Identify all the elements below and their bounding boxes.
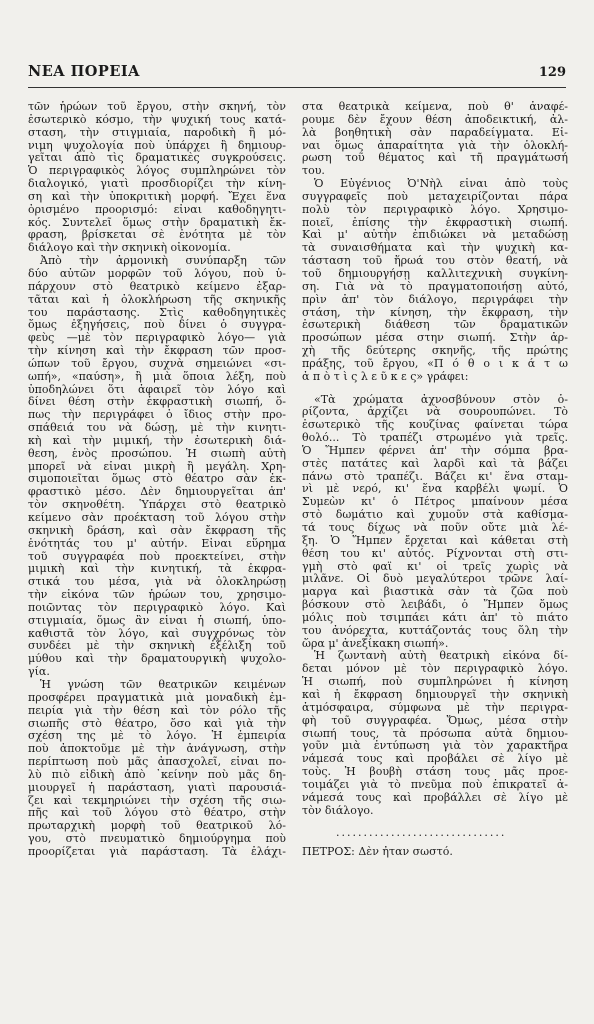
text-line: τοῦ δημιουργήσῃ καλλιτεχνικὴ συγκίνη-: [302, 267, 568, 280]
text-line: ποιῶντας τὸν περιγραφικὸ λόγο. Καὶ: [28, 601, 286, 614]
text-line: λὰ βοηθητικὴ σὰν παραδείγματα. Εἶ-: [302, 126, 568, 139]
text-line: προορίζεται γιὰ παράσταση. Τὰ ἐλάχι-: [28, 845, 286, 858]
text-line: τάσταση τοῦ ἥρωά του στὸν θεατή, νὰ: [302, 255, 568, 268]
text-line: λὺ πιὸ εἰδικὴ ἀπὸ ᾽κείνην ποὺ μᾶς δη-: [28, 768, 286, 781]
text-line: τά τους δίχως νὰ ποῦν οὔτε μιὰ λέ-: [302, 522, 568, 534]
text-line: Ἡ γνώση τῶν θεατρικῶν κειμένων: [40, 678, 286, 691]
text-line: καὶ ἡ ἔκφραση δημιουργεῖ τὴν σκηνικὴ: [302, 688, 568, 701]
text-line: δύο αὐτῶν μορφῶν τοῦ λόγου, ποὺ ὑ-: [28, 267, 286, 280]
text-line: κὴ καὶ τὴν μιμική, τὴν ἐσωτερικὴ διά-: [28, 434, 286, 447]
text-line: «Τὰ χρώματα ἀχνοσβύνουν στὸν ὁ-: [314, 393, 568, 406]
text-line: ση. Γιὰ νὰ τὸ πραγματοποιήσῃ αὐτό,: [302, 280, 568, 293]
text-line: συγγραφεῖς ποὺ μεταχειρίζονται πάρα: [302, 190, 568, 203]
text-line: χὴ τῆς δεύτερης σκηνῆς, τῆς πρώτης: [302, 345, 568, 358]
paragraph-gap: [302, 384, 568, 394]
text-line: τὴν εἰκόνα τῶν ἡρώων του, χρησιμο-: [28, 589, 286, 602]
text-line: πως τὴν περιγράφει ὁ ἴδιος στὴν προ-: [28, 409, 286, 422]
text-line: καθιστᾶ τὸν λόγο, καὶ συγχρόνως τὸν: [28, 627, 286, 640]
text-line: ἑνότητάς του μ' αὐτήν. Εἶναι εὕρημα: [28, 537, 286, 550]
text-line: φραστικὸ μέσο. Δὲν δημιουργεῖται ἀπ': [28, 486, 286, 499]
text-line: ποὺ ἀποκτοῦμε μὲ τὴν ἀνάγνωση, στὴν: [28, 743, 286, 756]
text-line: μόλις ποὺ τσιμπάει κάτι ἀπ' τὸ πιάτο: [302, 611, 568, 624]
text-line: μιλᾶνε. Οἱ δυὸ μεγαλύτεροι τρῶνε λαί-: [302, 573, 568, 586]
running-title: ΝΕΑ ΠΟΡΕΙΑ: [28, 63, 140, 80]
text-line: ὥρα μ' ἀνεξίκακη σιωπή».: [302, 637, 449, 650]
text-line: πάνω στὸ τραπέζι. Βάζει κι' ἕνα σταμ-: [302, 470, 568, 483]
text-line: ἀτμόσφαιρα, σύμφωνα μὲ τὴν περιγρα-: [302, 701, 568, 714]
text-line: θέση του κι' αὐτός. Ρίχνονται στὴ στι-: [302, 547, 568, 560]
page-number: 129: [538, 65, 566, 80]
text-line: μύθου καὶ τὴν δραματουργικὴ ψυχολο-: [28, 653, 286, 666]
text-line: σιωπῆς στὸ θέατρο, ὅσο καὶ γιὰ τὴν: [28, 717, 286, 730]
text-line: τὸν σκηνοθέτη. Ὑπάρχει στὸ θεατρικὸ: [28, 499, 286, 512]
text-line: ώπων τοῦ ἔργου, συχνὰ σημειώνει «σι-: [28, 357, 286, 370]
text-line: Ὁ Εὐγένιος Ὀ'Νὴλ εἶναι ἀπὸ τοὺς: [314, 178, 568, 191]
text-line: του παράστασης. Στὶς καθοδηγητικὲς: [28, 306, 286, 319]
text-line: σχέση της μὲ τὸ λόγο. Ἡ ἐμπειρία: [28, 730, 286, 743]
text-line: στιγμιαία, ὅμως ἂν εἶναι ἡ σιωπή, ὑπο-: [28, 614, 286, 627]
text-line: στὸ δωμάτιο καὶ χυμοῦν στὰ καθίσμα-: [302, 509, 568, 522]
left-column: [28, 101, 286, 859]
text-line: νάμεσά τους καὶ προβάλει σὲ λίγο μὲ: [302, 753, 568, 766]
paragraph-gap: [302, 817, 568, 827]
text-line: διάλογο καὶ τὴν σκηνικὴ οἰκονομία.: [28, 242, 231, 255]
text-line: μιμικὴ καὶ τὴν κινητική, τὰ ἐκφρα-: [28, 563, 286, 576]
text-line: Ὁ περιγραφικὸς λόγος συμπληρώνει τὸν: [28, 165, 286, 178]
header-rule: [28, 87, 566, 88]
text-line: φραση, βρίσκεται σὲ ἑνότητα μὲ τὸν: [28, 229, 286, 242]
text-line: ὑποδηλώνει ὅτι ἀφαιρεῖ τὸν λόγο καὶ: [28, 383, 286, 396]
text-line: τοῦ συγγραφέα ποὺ προεκτείνει, στὴν: [28, 550, 286, 563]
text-line: μιουργεῖ ἡ παράσταση, γιατὶ παρουσιά-: [28, 781, 286, 794]
text-line: πολὺ τὸν περιγραφικὸ λόγο. Χρησιμο-: [302, 203, 568, 216]
page-header: [28, 63, 566, 85]
text-line: ωπή», «παύση», ἢ μιὰ ὅποια λέξη, ποὺ: [28, 370, 286, 383]
text-line: τοὺς. Ἡ βουβὴ στάση τους μᾶς προε-: [302, 766, 568, 779]
text-line: του.: [302, 165, 325, 178]
right-column: [302, 101, 568, 859]
text-line: προσφέρει πραγματικὰ μιὰ μοναδικὴ ἐμ-: [28, 691, 286, 704]
text-line: βόσκουν στὸ λειβάδι, ὁ Ἥμπεν ὅμως: [302, 599, 568, 612]
text-line: πάρχουν στὸ θεατρικὸ κείμενο ἐξαρ-: [28, 280, 286, 293]
text-line: ση καὶ τὴν ὑποκριτικὴ μορφή. Ἔχει ἕνα: [28, 190, 286, 203]
text-line: ξη. Ὁ Ἥμπεν ἔρχεται καὶ κάθεται στὴ: [302, 534, 568, 547]
text-line: σιωπή τους, τὰ πρόσωπα αὐτὰ δημιου-: [302, 727, 568, 740]
text-line: μαργα καὶ βιαστικὰ σὰν τὰ ζῶα ποὺ: [302, 586, 568, 599]
text-line: μπορεῖ νὰ εἶναι μικρὴ ἢ μεγάλη. Χρη-: [28, 460, 286, 473]
text-line: δίνει θέση στὴν ἐκφραστικὴ σιωπή, ὅ-: [28, 396, 286, 409]
text-line: Καὶ μ' αὐτὴν ἐπιδιώκει νὰ μεταδώσῃ: [302, 229, 568, 242]
text-line: περίπτωση ποὺ μᾶς ἀπασχολεῖ, εἶναι πο-: [28, 756, 286, 769]
text-line: τῶν ἡρώων τοῦ ἔργου, στὴν σκηνή, τὸν: [28, 101, 286, 113]
text-line: στάση, τὴν κίνηση, τὴν ἔκφραση, τὴν: [302, 306, 568, 319]
text-line: ζει καὶ τεκμηριώνει τὴν σχέση τῆς σιω-: [28, 794, 286, 807]
ellipsis-separator: ...............................: [336, 827, 507, 840]
text-line: συνδέει μὲ τὴν σκηνικὴ ἐξέλιξη τοῦ: [28, 640, 286, 653]
text-line: στὲς πατάτες καὶ λαρδὶ καὶ τὰ βάζει: [302, 457, 568, 470]
text-line: τὴν κίνηση καὶ τὴν ἔκφραση τῶν προσ-: [28, 345, 286, 358]
text-line: ποιεῖ, ἐπίσης τὴν ἐκφραστικὴ σιωπή.: [302, 216, 568, 229]
text-line: Ἀπὸ τὴν ἁρμονικὴ συνύπαρξη τῶν: [40, 255, 286, 268]
text-line: στικά του μέσα, γιὰ νὰ ὁλοκληρώσῃ: [28, 576, 286, 589]
text-line: γοῦν μιὰ ἐντύπωση γιὰ τὸν χαρακτῆρα: [302, 740, 568, 753]
text-line: πρὶν ἀπ' τὸν διάλογο, περιγράφει τὴν: [302, 293, 568, 306]
dialogue-line: ΠΕΤΡΟΣ: Δὲν ἦταν σωστό.: [302, 846, 453, 859]
text-line: πῆς καὶ τοῦ λόγου στὸ θέατρο, στὴν: [28, 807, 286, 820]
text-line: Ὁ Ἥμπεν φέρνει ἀπ' τὴν σόμπα βρα-: [302, 444, 568, 457]
text-line: Ἡ σιωπή, ποὺ συμπληρώνει ἡ κίνηση: [302, 676, 568, 689]
text-line: θολό... Τὸ τραπέζι στρωμένο γιὰ τρεῖς.: [302, 432, 568, 445]
text-line: σπάθειά του νὰ δώσῃ, μὲ τὴν κινητι-: [28, 422, 286, 435]
text-line: του ἀνόρεχτα, κυττάζοντάς τους ὅλη τὴν: [302, 624, 568, 637]
text-line: ὁρισμένο προορισμό: εἶναι καθοδηγητι-: [28, 203, 286, 216]
text-line: ἐσωτερικὴ διάθεση τῶν δραματικῶν: [302, 319, 568, 332]
text-line: τᾶται καὶ ἡ ὁλοκλήρωση τῆς σκηνικῆς: [28, 293, 286, 306]
text-line: ρουμε δὲν ἔχουν θέση ἀποδεικτική, ἀλ-: [302, 113, 568, 126]
text-line: κός. Συντελεῖ ὅμως στὴν δραματικὴ ἔκ-: [28, 216, 286, 229]
text-line: Ἡ ζωντανὴ αὐτὴ θεατρικὴ εἰκόνα δί-: [314, 650, 568, 663]
text-line: σκηνικὴ δράση, καὶ σὰν ἔκφραση τῆς: [28, 524, 286, 537]
text-line: νιμη ψυχολογία ποὺ ὑπάρχει ἢ δημιουρ-: [28, 139, 286, 152]
text-line: ἐσωτερικὸ τῆς κουζίνας φαίνεται τώρα: [302, 419, 568, 432]
text-line: τὰ συναισθήματα καὶ τὴν ψυχικὴ κα-: [302, 242, 568, 255]
text-line: ἐσωτερικὸ κόσμο, τὴν ψυχική τους κατά-: [28, 113, 286, 126]
text-line: κείμενο σὰν προέκταση τοῦ λόγου στὴν: [28, 512, 286, 524]
text-line: στα θεατρικὰ κείμενα, ποὺ θ' ἀναφέ-: [302, 101, 568, 113]
text-line: πράξης, τοῦ ἔργου, «Π ό θ ο ι κ ά τ ω: [302, 357, 568, 370]
text-line: διαλογικό, γιατὶ προσδιορίζει τὴν κίνη-: [28, 178, 286, 191]
text-line: φεὺς —μὲ τὸν περιγραφικὸ λόγο— γιὰ: [28, 332, 286, 345]
text-line: δεται μόνον μὲ τὸν περιγραφικὸ λόγο.: [302, 663, 568, 676]
text-line: πειρία γιὰ τὴν θέση καὶ τὸν ρόλο τῆς: [28, 704, 286, 717]
text-line: γου, στὸ πνευματικὸ δημιούργημα ποὺ: [28, 833, 286, 846]
text-line: γμὴ στὸ φαΐ κι' οἱ τρεῖς χωρὶς νὰ: [302, 560, 568, 573]
text-line: νάμεσά τους καὶ προβάλλει σὲ λίγο μὲ: [302, 791, 568, 804]
text-line: σταση, τὴν στιγμιαία, παροδικὴ ἢ μό-: [28, 126, 286, 139]
text-line: γεῖται ἀπὸ τὶς δραματικὲς συγκρούσεις.: [28, 152, 286, 165]
text-line: Συμεὼν κι' ὁ Πέτρος μπαίνουν μέσα: [302, 496, 568, 509]
text-line: προσώπων μέσα στην σιωπή. Στὴν ἀρ-: [302, 332, 568, 345]
text-line: φὴ τοῦ συγγραφέα. Ὅμως, μέσα στὴν: [302, 714, 568, 727]
text-line: τοιμάζει γιὰ τὸ πνεῦμα ποὺ ἐπικρατεῖ ἀ-: [302, 778, 568, 791]
text-line: σιμοποιεῖται ὅμως στὸ θέατρο σὰν ἐκ-: [28, 473, 286, 486]
text-line: νὶ μὲ νερό, κι' ἕνα καρβέλι ψωμί. Ὁ: [302, 483, 568, 496]
text-line: τὸν διάλογο.: [302, 804, 374, 817]
text-line: πρωταρχικὴ μορφὴ τοῦ θεατρικοῦ λό-: [28, 820, 286, 833]
text-line: γία.: [28, 666, 50, 679]
text-line: ὅμως ἐξηγήσεις, ποὺ δίνει ὁ συγγρα-: [28, 319, 286, 332]
text-line: θεση, ἑνὸς προσώπου. Ἡ σιωπὴ αὐτὴ: [28, 447, 286, 460]
text-line: ναι ὅμως ἀπαραίτητα γιὰ τὴν ὁλοκλή-: [302, 139, 568, 152]
text-line: ἀ π ὸ τ ὶ ς λ ε ῦ κ ε ς» γράφει:: [302, 370, 469, 383]
text-line: ρωση τοῦ θέματος καὶ τῆ πραγμάτωσή: [302, 152, 568, 165]
text-line: ρίζοντα, ἀρχίζει νὰ σουρουπώνει. Τὸ: [302, 406, 568, 419]
